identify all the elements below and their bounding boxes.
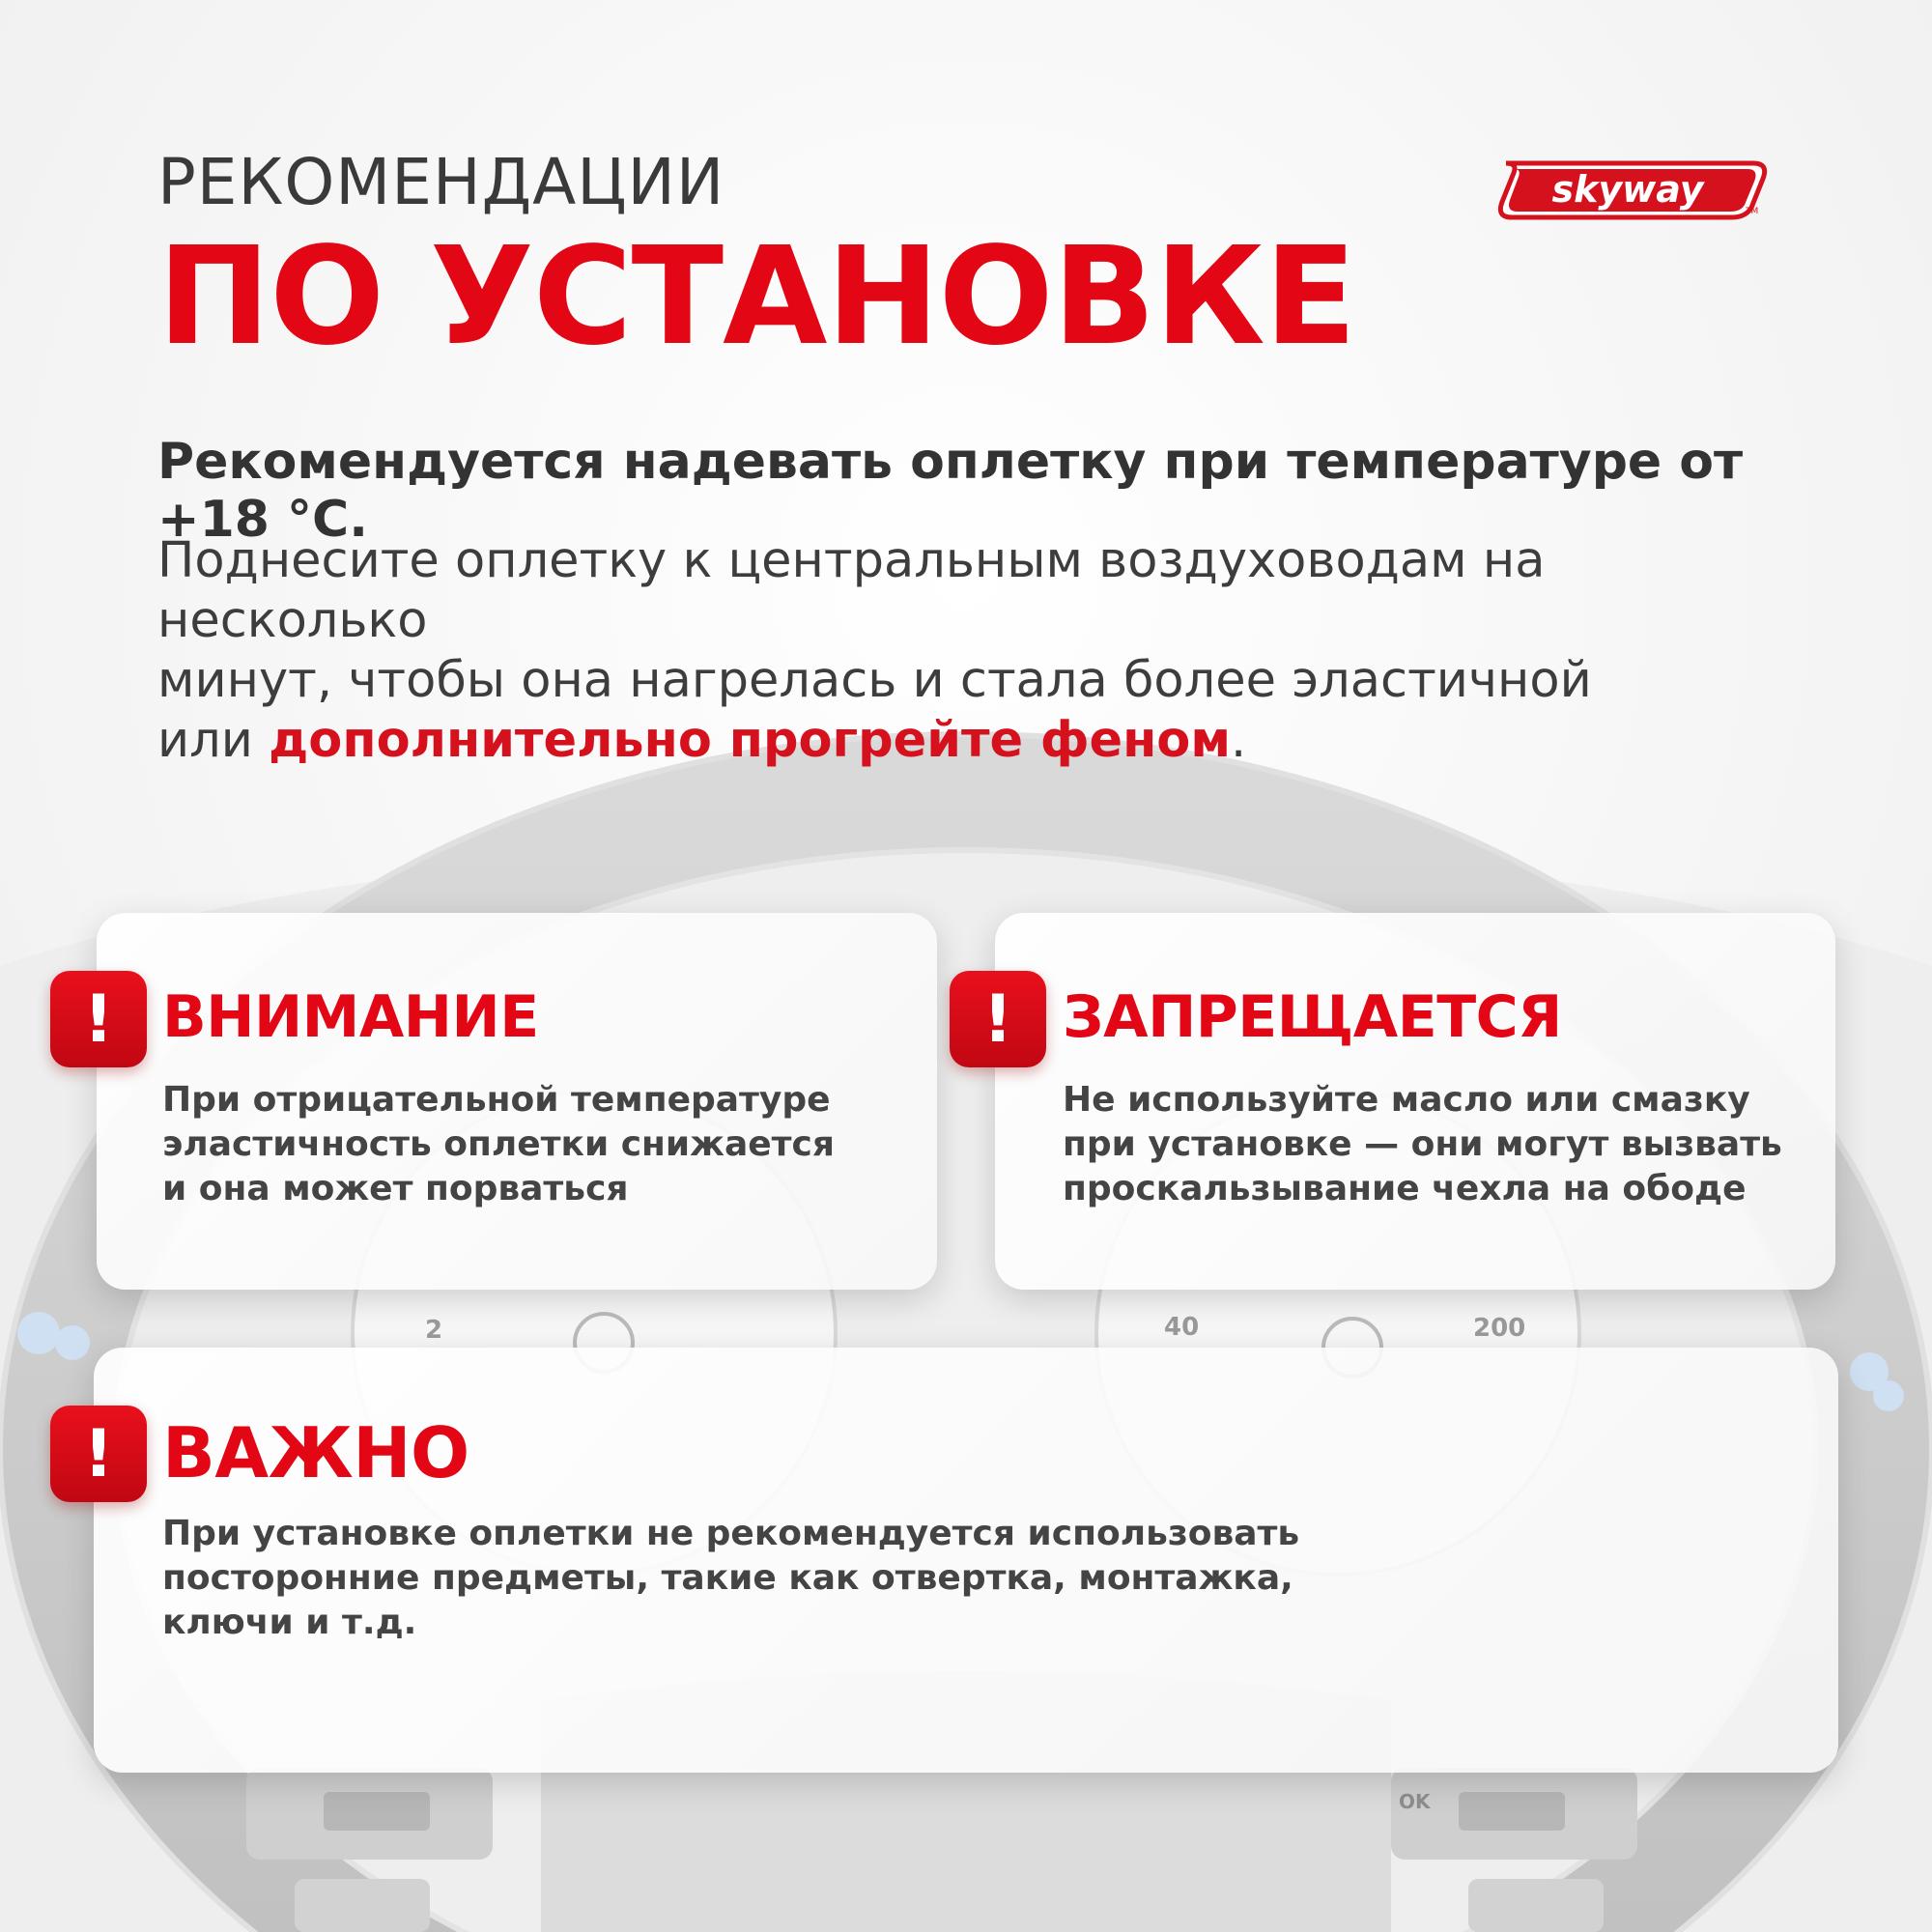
- svg-text:skyway: skyway: [1551, 168, 1704, 211]
- page-title: ПО УСТАНОВКЕ: [157, 218, 1356, 376]
- attention-text: [162, 1078, 835, 1211]
- para-line-2: минут, чтобы она нагрелась и стала более эластичной: [157, 652, 1592, 709]
- attention-title: ВНИМАНИЕ: [162, 983, 539, 1051]
- prohibited-title: ЗАПРЕЩАЕТСЯ: [1063, 983, 1562, 1051]
- important-text: [162, 1512, 1299, 1645]
- exclamation-icon: !: [950, 971, 1046, 1067]
- important-line-1: При установке оплетки не рекомендуется использовать: [162, 1514, 1300, 1553]
- gauge-label-40: 40: [1164, 1313, 1200, 1342]
- para-line-1: Поднесите оплетку к центральным воздуховодам на несколько: [157, 532, 1546, 649]
- gauge-label-2: 2: [425, 1316, 443, 1345]
- important-line-3: ключи и т.д.: [162, 1603, 417, 1642]
- attention-line-3: и она может порваться: [162, 1169, 629, 1208]
- attention-line-2: эластичность оплетки снижается: [162, 1124, 835, 1164]
- ok-label: OK: [1399, 1790, 1431, 1813]
- title-top: РЕКОМЕНДАЦИИ: [157, 145, 725, 219]
- important-title: ВАЖНО: [162, 1412, 469, 1493]
- para-highlight: дополнительно прогрейте феном: [269, 712, 1232, 769]
- prohibited-line-2: при установке — они могут вызвать: [1063, 1124, 1782, 1164]
- warming-instruction: [157, 531, 1819, 771]
- attention-line-1: При отрицательной температуре: [162, 1080, 831, 1120]
- para-line-3-end: .: [1231, 712, 1247, 769]
- exclamation-icon: !: [50, 1406, 147, 1502]
- svg-text:TM: TM: [1746, 207, 1759, 216]
- prohibited-text: [1063, 1078, 1782, 1211]
- gauge-label-200: 200: [1473, 1314, 1526, 1343]
- prohibited-line-1: Не используйте масло или смазку: [1063, 1080, 1750, 1120]
- para-line-3-start: или: [157, 712, 270, 769]
- prohibited-line-3: проскальзывание чехла на ободе: [1063, 1169, 1747, 1208]
- temperature-recommendation: Рекомендуется надевать оплетку при температуре от +18 °C.: [157, 433, 1744, 549]
- important-line-2: посторонние предметы, такие как отвертка, монтажка,: [162, 1558, 1293, 1598]
- skyway-logo: [1492, 157, 1773, 223]
- exclamation-icon: !: [50, 971, 147, 1067]
